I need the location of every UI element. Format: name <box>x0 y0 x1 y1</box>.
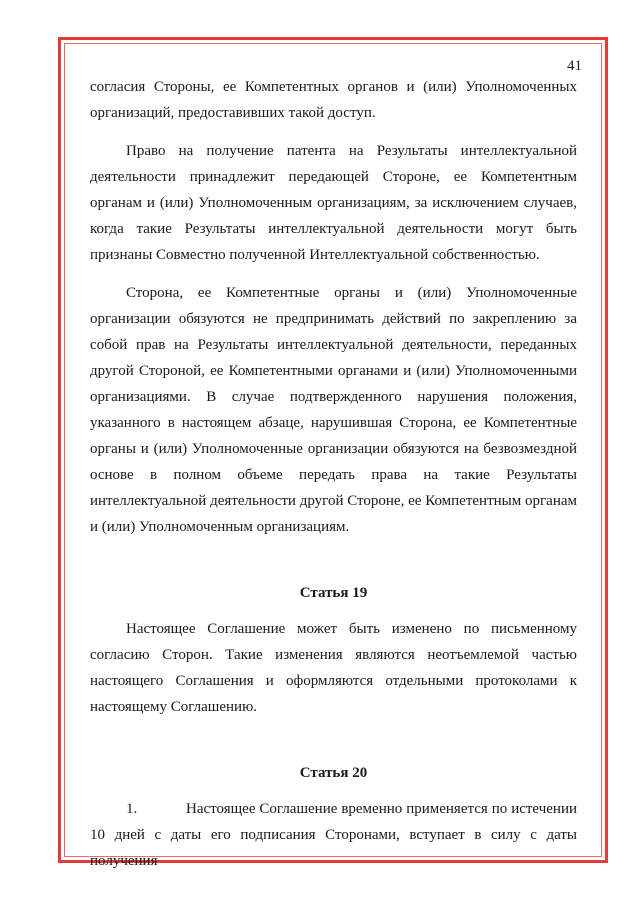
article-19-text: Настоящее Соглашение может быть изменено по письменному согласию Сторон. Такие изменения являются неотъемлемой частью настоящего Соглашения и оформляются отдельными протоколами к настоящему Соглашению. <box>90 621 577 715</box>
article-19-heading: Статья 19 <box>299 585 368 601</box>
item-number: 1. <box>126 801 138 817</box>
document-body <box>90 74 577 874</box>
article-20-item-1 <box>90 796 577 874</box>
paragraph-party-obligations: Сторона, ее Компетентные органы и (или) Уполномоченные организации обязуются не предпринимать действий по закреплению за собой прав на Результаты интеллектуальной деятельности, переданных другой Стороной, ее Компетентными органами и (или) Уполномоченными организациями. В случае подтвержденного нарушения положения, указанного в настоящем абзаце, нарушившая Сторона, ее Компетентные органы и (или) Уполномоченные организации обязуются на безвозмездной основе в полном объеме передать права на такие Результаты интеллектуальной деятельности другой Стороне, ее Компетентным органам и (или) Уполномоченным организациям. <box>90 285 577 535</box>
item-text: Настоящее Соглашение временно применяется по истечении 10 дней с даты его подписания Сторонами, вступает в силу с даты получения <box>90 801 577 869</box>
page-number: 41 <box>567 58 582 74</box>
article-20-heading: Статья 20 <box>299 765 368 781</box>
paragraph-patent-rights: Право на получение патента на Результаты интеллектуальной деятельности принадлежит передающей Стороне, ее Компетентным органам и (или) Уполномоченным организациям, за исключением случаев, когда такие Результаты интеллектуальной деятельности могут быть признаны Совместно полученной Интеллектуальной собственностью. <box>90 143 577 263</box>
paragraph-continuation: согласия Стороны, ее Компетентных органов и (или) Уполномоченных организаций, предоставивших такой доступ. <box>90 79 577 121</box>
